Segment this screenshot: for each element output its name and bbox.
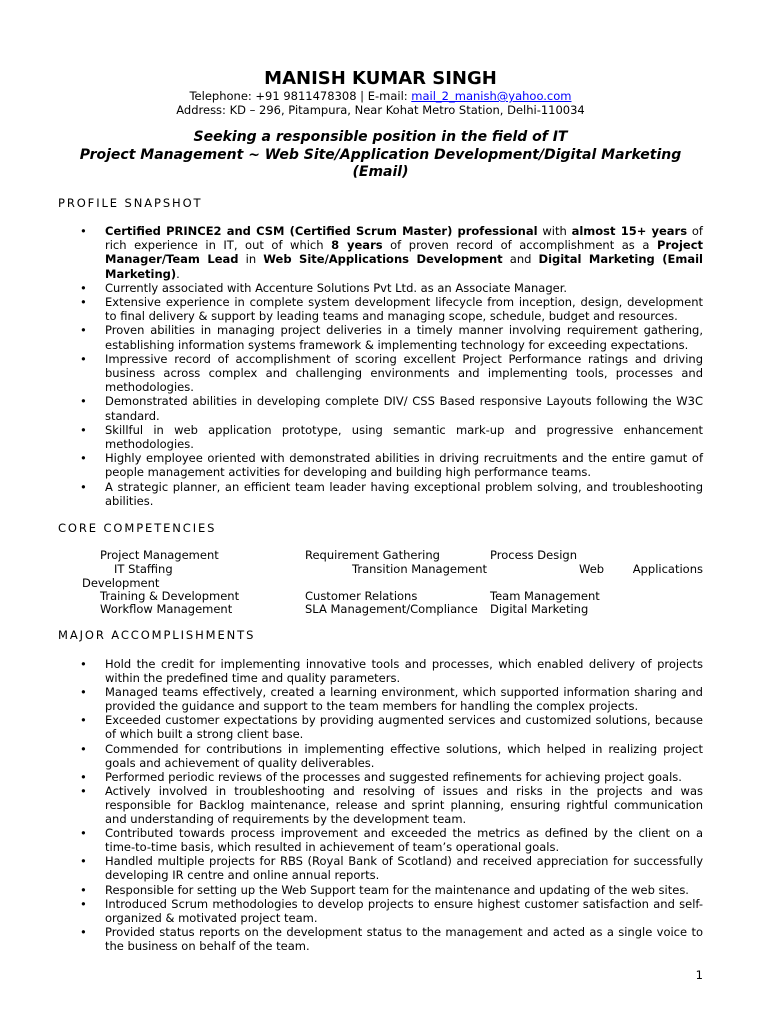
accomplishment-bullet: • Responsible for setting up the Web Support team for the maintenance and updating of the web sites.: [105, 883, 703, 897]
bullet-segment: 8 years: [331, 238, 383, 253]
accomplishment-bullet: • Introduced Scrum methodologies to develop projects to ensure highest customer satisfaction and self-organized & motivated project team.: [105, 897, 703, 925]
bullet-segment: of proven record of accomplishment as a: [382, 238, 657, 253]
page-number: 1: [695, 968, 703, 982]
profile-bullet: • Currently associated with Accenture Solutions Pvt Ltd. as an Associate Manager.: [105, 281, 703, 295]
objective-line: Seeking a responsible position in the field of IT: [193, 129, 568, 145]
competency-item: Transition Management: [352, 562, 488, 576]
objective: [58, 129, 703, 182]
profile-bullet: • Proven abilities in managing project deliveries in a timely manner involving requirement gathering, establishing information systems framework & implementing technology for exceeding expectations.: [105, 323, 703, 351]
competency-item: Project Management: [100, 548, 219, 562]
profile-bullet: • Skillful in web application prototype, using semantic mark-up and progressive enhancement methodologies.: [105, 423, 703, 451]
profile-snapshot-list: [105, 224, 703, 508]
profile-bullet: • Highly employee oriented with demonstrated abilities in driving recruitments and the entire gamut of people management activities for developing and building high performance teams.: [105, 451, 703, 479]
bullet-segment: almost 15+ years: [571, 224, 688, 238]
competency-item: Digital Marketing: [490, 602, 589, 616]
accomplishment-bullet: • Performed periodic reviews of the processes and suggested refinements for achieving project goals.: [105, 770, 703, 784]
profile-bullet: [105, 224, 703, 281]
competency-item: Requirement Gathering: [305, 548, 440, 562]
competency-item: Training & Development: [100, 589, 240, 603]
candidate-name: MANISH KUMAR SINGH: [264, 68, 497, 89]
competency-item: Workflow Management: [100, 602, 233, 616]
bullet-segment: Web Site/Applications Development: [263, 252, 503, 267]
telephone-label: Telephone:: [189, 89, 252, 103]
bullet-segment: with: [537, 224, 572, 238]
accomplishments-list: [105, 657, 703, 953]
accomplishment-bullet: • Hold the credit for implementing innovative tools and processes, which enabled delivery of projects within the predefined time and quality parameters.: [105, 657, 703, 685]
email-link[interactable]: mail_2_manish@yahoo.com: [411, 89, 572, 103]
accomplishment-bullet: • Commended for contributions in implementing effective solutions, which helped in realizing project goals and achievement of quality deliverables.: [105, 742, 703, 770]
profile-bullet: • A strategic planner, an efficient team leader having exceptional problem solving, and troubleshooting abilities.: [105, 480, 703, 508]
bullet-segment: .: [176, 266, 180, 281]
competencies-grid: [0, 548, 768, 616]
bullet-segment: Digital Marketing (Email Marketing): [105, 252, 703, 281]
accomplishment-bullet: • Handled multiple projects for RBS (Royal Bank of Scotland) and received appreciation for successfully developing IR centre and online annual reports.: [105, 854, 703, 882]
section-heading-major-accomplishments: MAJOR ACCOMPLISHMENTS: [58, 628, 256, 642]
accomplishment-bullet: • Provided status reports on the development status to the management and acted as a single voice to the business on behalf of the team.: [105, 925, 703, 953]
bullet-segment: in: [238, 252, 264, 267]
section-heading-profile-snapshot: PROFILE SNAPSHOT: [58, 196, 203, 210]
competency-item: Process Design: [490, 548, 577, 562]
competency-item: Team Management: [490, 589, 600, 603]
accomplishment-bullet: • Managed teams effectively, created a learning environment, which supported information sharing and provided the guidance and support to the team members for handling the complex projects.: [105, 685, 703, 713]
bullet-segment: and: [502, 252, 539, 267]
accomplishment-bullet: • Actively involved in troubleshooting and resolving of issues and risks in the projects and was responsible for Backlog maintenance, release and sprint planning, ensuring rightful communication and understanding of requirements by the development team.: [105, 784, 703, 826]
contact-separator: |: [360, 89, 365, 103]
address-line: Address: KD – 296, Pitampura, Near Kohat Metro Station, Delhi-110034: [176, 103, 585, 117]
profile-bullet: • Impressive record of accomplishment of scoring excellent Project Performance ratings and driving business across complex and challenging environments and implementing tools, processes and methodologies.: [105, 352, 703, 395]
contact-line: [58, 89, 703, 103]
bullet-segment: Project Manager/Team Lead: [105, 238, 704, 267]
profile-bullet: • Demonstrated abilities in developing complete DIV/ CSS Based responsive Layouts following the W3C standard.: [105, 394, 703, 422]
accomplishment-bullet: • Exceeded customer expectations by providing augmented services and customized solutions, because of which built a strong client base.: [105, 713, 703, 741]
competency-item: SLA Management/Compliance: [305, 602, 478, 616]
competency-item: Web Applications Development: [82, 562, 703, 590]
objective-focus-areas: Project Management ~ Web Site/Application Development/Digital Marketing (Email): [79, 146, 682, 180]
bullet-segment: of rich experience in IT, out of which: [105, 224, 703, 253]
email-label: E-mail:: [367, 89, 408, 103]
section-heading-core-competencies: CORE COMPETENCIES: [58, 521, 217, 535]
competency-item: IT Staffing: [114, 562, 173, 576]
bullet-segment: Certified PRINCE2 and CSM (Certified Scrum Master) professional: [105, 224, 538, 238]
profile-bullet: • Extensive experience in complete system development lifecycle from inception, design, development to final delivery & support by leading teams and managing scope, schedule, budget and resources.: [105, 295, 703, 323]
accomplishment-bullet: • Contributed towards process improvement and exceeded the metrics as defined by the client on a time-to-time basis, which resulted in achievement of team’s operational goals.: [105, 826, 703, 854]
competency-item: Customer Relations: [305, 589, 418, 603]
telephone-number: +91 9811478308: [255, 89, 357, 103]
